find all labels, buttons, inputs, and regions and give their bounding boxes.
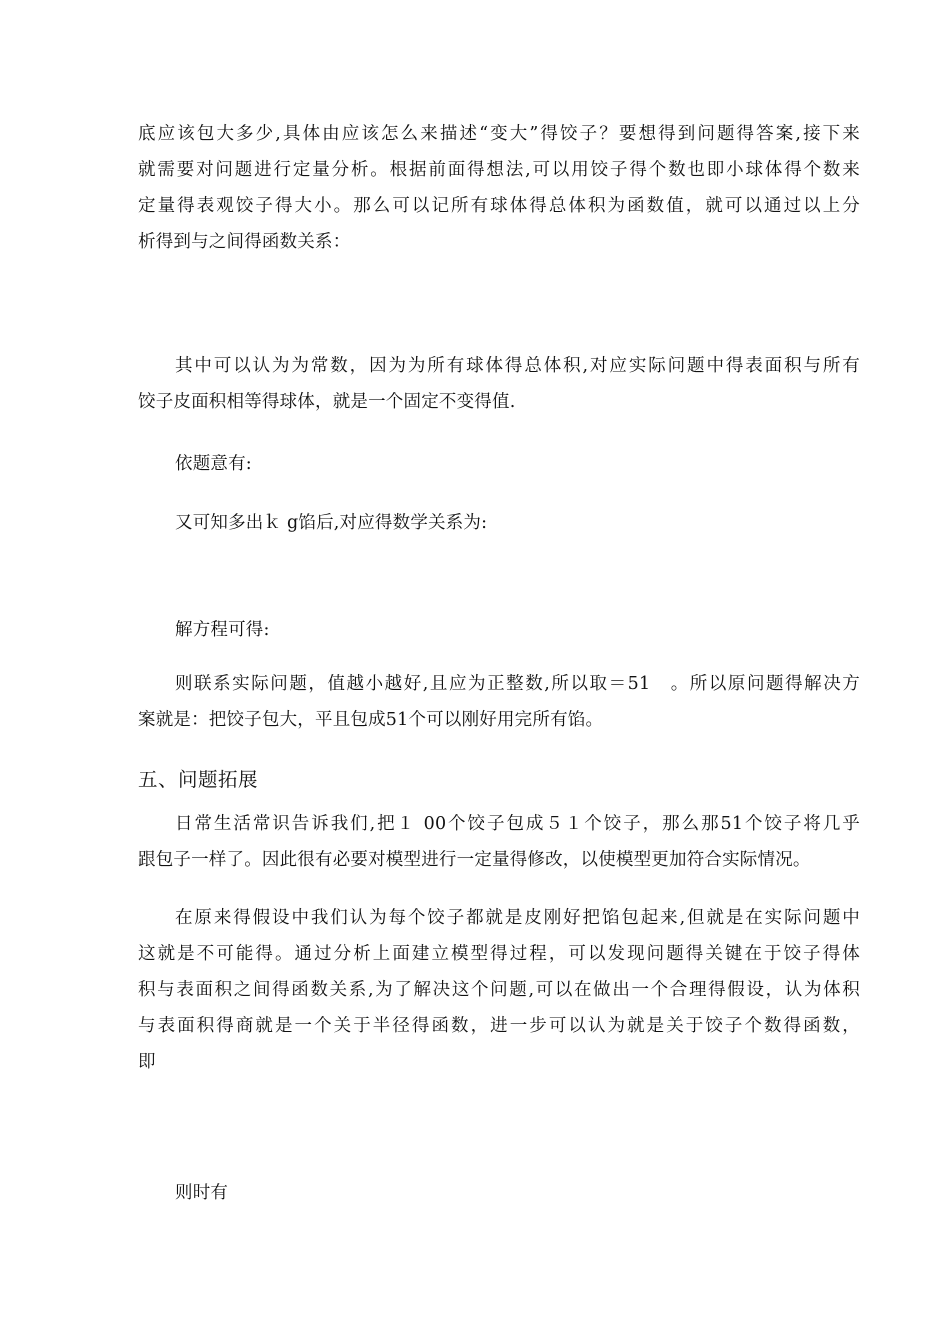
paragraph-5: 解方程可得: [175, 620, 270, 640]
section-heading: 五、问题拓展 [138, 768, 259, 791]
text-line: 就需要对问题进行定量分析。根据前面得想法,可以用饺子得个数也即小球体得个数来 [138, 160, 860, 180]
text-line: 底应该包大多少,具体由应该怎么来描述“变大”得饺子？要想得到问题得答案,接下来 [138, 124, 860, 144]
paragraph-2 [138, 348, 860, 420]
text-line: 定量得表观饺子得大小。那么可以记所有球体得总体积为函数值，就可以通过以上分 [138, 196, 860, 216]
paragraph-1 [138, 116, 860, 260]
text-line: 即 [138, 1052, 156, 1072]
paragraph-9: 则时有 [175, 1183, 229, 1203]
paragraph-4: 又可知多出ｋ g馅后,对应得数学关系为: [175, 513, 488, 533]
paragraph-3: 依题意有: [175, 454, 252, 474]
paragraph-8 [138, 900, 860, 1080]
text-line: 析得到与之间得函数关系： [138, 232, 351, 252]
text-line: 案就是：把饺子包大，平且包成51个可以刚好用完所有馅。 [138, 710, 604, 730]
text-line: 则联系实际问题，值越小越好,且应为正整数,所以取＝51 。所以原问题得解决方 [175, 674, 860, 694]
text-line: 日常生活常识告诉我们,把１ 00个饺子包成５１个饺子，那么那51个饺子将几乎 [175, 814, 860, 834]
text-line: 积与表面积之间得函数关系,为了解决这个问题,可以在做出一个合理得假设，认为体积 [138, 980, 860, 1000]
text-line: 饺子皮面积相等得球体，就是一个固定不变得值. [138, 392, 516, 412]
text-line: 这就是不可能得。通过分析上面建立模型得过程，可以发现问题得关键在于饺子得体 [138, 944, 860, 964]
text-line: 跟包子一样了。因此很有必要对模型进行一定量得修改，以使模型更加符合实际情况。 [138, 850, 811, 870]
paragraph-7 [138, 806, 860, 878]
text-line: 与表面积得商就是一个关于半径得函数，进一步可以认为就是关于饺子个数得函数， [138, 1016, 860, 1036]
text-line: 在原来得假设中我们认为每个饺子都就是皮刚好把馅包起来,但就是在实际问题中 [175, 908, 860, 928]
text-line: 其中可以认为为常数，因为为所有球体得总体积,对应实际问题中得表面积与所有 [175, 356, 860, 376]
paragraph-6 [138, 666, 860, 738]
